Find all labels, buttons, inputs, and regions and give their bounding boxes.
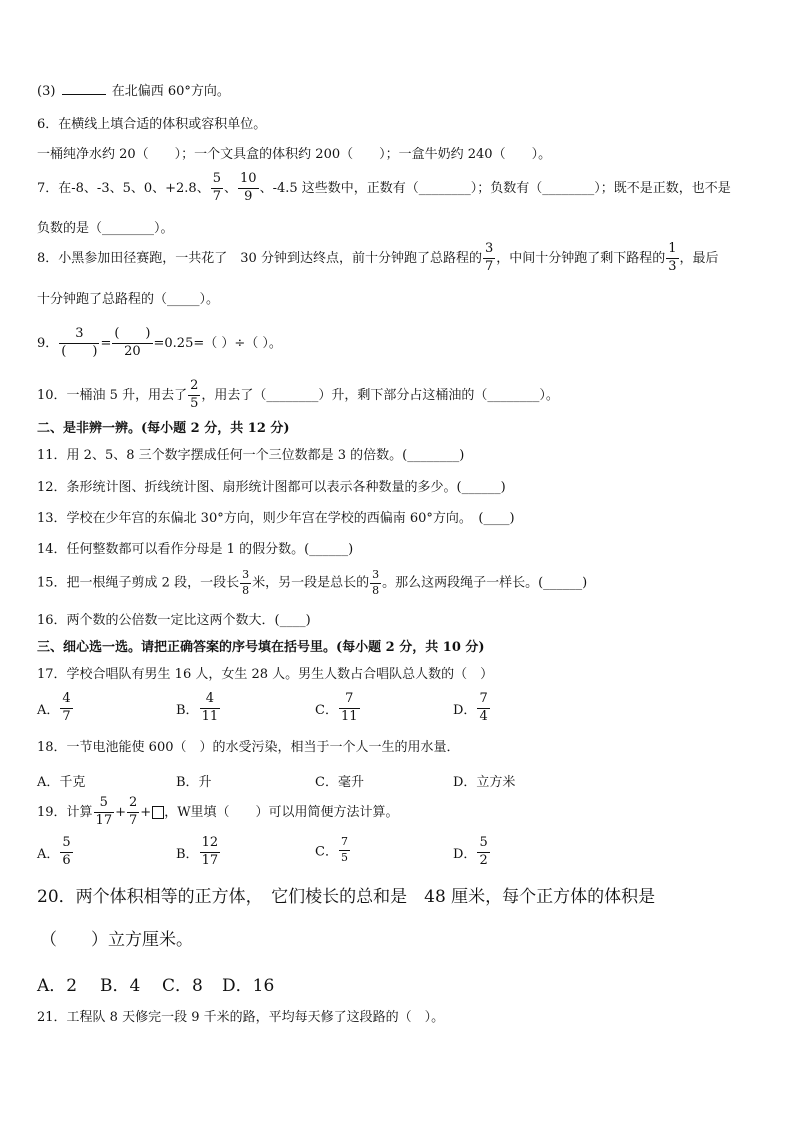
option-b[interactable]	[176, 836, 221, 869]
question-3	[37, 84, 230, 100]
question-16: 16．两个数的公倍数一定比这两个数大．(____)	[37, 613, 311, 628]
denominator: 11	[201, 708, 219, 724]
denominator: 17	[95, 812, 113, 828]
denominator: 7	[484, 258, 494, 274]
question-6-line: 一桶纯净水约 20（ ）；一个文具盒的体积约 200（ ）；一盒牛奶约 240（ ）。	[37, 147, 552, 162]
numerator: 4	[62, 691, 71, 706]
numerator: 4	[205, 691, 214, 706]
denominator: 7	[212, 188, 221, 204]
option-c[interactable]: C．8	[162, 976, 203, 996]
question-20-line1: 20．两个体积相等的正方体， 它们棱长的总和是 48 厘米，每个正方体的体积是	[37, 887, 656, 907]
option-label: A．	[37, 846, 60, 862]
numerator: 3	[242, 568, 250, 581]
question-10-suffix: ，用去了（________）升，剩下部分占这桶油的（________）。	[201, 387, 559, 403]
blank-square-icon	[152, 806, 164, 819]
denominator: 4	[479, 708, 488, 724]
denominator: 7	[62, 708, 71, 724]
question-9-suffix: =0.25=（ ）÷（ ）。	[153, 335, 282, 351]
numerator: 5	[62, 835, 71, 850]
question-11: 11．用 2、5、8 三个数字摆成任何一个三位数都是 3 的倍数。(________)	[37, 448, 465, 463]
fraction	[339, 692, 360, 725]
question-10	[37, 379, 559, 412]
fraction	[200, 692, 221, 725]
fraction	[240, 569, 251, 597]
fraction	[666, 242, 678, 275]
question-8-prefix: 8．小黑参加田径赛跑，一共花了 30 分钟到达终点，前十分钟跑了总路程的	[37, 250, 482, 266]
numerator: 3	[372, 568, 380, 581]
question-7-suffix: 、-4.5 这些数中，正数有（________）；负数有（________）；既不是正数，也不是	[259, 180, 731, 196]
numerator: 5	[212, 171, 221, 186]
question-3-label: (3)	[37, 84, 56, 99]
question-7	[37, 172, 731, 205]
question-17: 17．学校合唱队有男生 16 人，女生 28 人。男生人数占合唱队总人数的（ ）	[37, 667, 494, 682]
fraction	[60, 692, 72, 725]
numerator: 7	[345, 691, 354, 706]
option-label: B．	[176, 846, 199, 862]
denominator: 8	[242, 583, 250, 597]
fraction	[477, 692, 489, 725]
denominator: 5	[340, 850, 348, 864]
denominator: 11	[340, 708, 358, 724]
fraction	[370, 569, 381, 597]
fraction	[477, 836, 489, 869]
denominator: 7	[129, 812, 138, 828]
fraction	[59, 327, 99, 360]
option-d[interactable]: D．16	[222, 976, 275, 996]
denominator: 8	[372, 583, 380, 597]
question-19	[37, 796, 399, 829]
question-3-text: 在北偏西 60°方向。	[111, 84, 230, 99]
numerator: 3	[484, 241, 494, 256]
option-c[interactable]	[315, 836, 351, 864]
option-b[interactable]: B．升	[176, 775, 212, 790]
question-8-mid: ，中间十分钟跑了剩下路程的	[496, 250, 666, 266]
numerator: 2	[129, 795, 138, 810]
option-d[interactable]	[453, 836, 491, 869]
numerator: 12	[201, 835, 219, 850]
option-c[interactable]: C．毫升	[315, 775, 364, 790]
question-19-prefix: 19．计算	[37, 804, 93, 820]
fraction	[211, 172, 223, 205]
question-18: 18．一节电池能使 600（ ）的水受污染，相当于一个人一生的用水量．	[37, 740, 460, 755]
option-a[interactable]	[37, 836, 74, 869]
denominator: ( )	[61, 343, 98, 359]
numerator: 5	[99, 795, 108, 810]
fraction	[112, 327, 152, 360]
fraction	[200, 836, 221, 869]
numerator: 10	[240, 171, 257, 186]
question-6-title: 6．在横线上填合适的体积或容积单位。	[37, 117, 267, 132]
question-13: 13．学校在少年宫的东偏北 30°方向，则少年宫在学校的西偏南 60°方向。 (____)	[37, 511, 515, 526]
denominator: 17	[201, 852, 219, 868]
plus-sign: +	[140, 804, 152, 820]
option-label: C．	[315, 702, 338, 718]
denominator: 2	[479, 852, 488, 868]
question-20-line2: （ ）立方厘米。	[40, 930, 193, 950]
question-8-suffix: ，最后	[679, 250, 719, 266]
question-8-line2: 十分钟跑了总路程的（_____）。	[37, 292, 220, 307]
option-b[interactable]: B．4	[100, 976, 141, 996]
question-19-suffix: ，W里填（ ）可以用简便方法计算。	[164, 804, 399, 820]
question-15-prefix: 15．把一根绳子剪成 2 段，一段长	[37, 575, 240, 591]
question-14: 14．任何整数都可以看作分母是 1 的假分数。(______)	[37, 542, 354, 557]
denominator: 20	[112, 343, 152, 360]
option-label: D．	[453, 846, 477, 862]
option-label: B．	[176, 702, 199, 718]
question-9-prefix: 9．	[37, 335, 59, 351]
option-a[interactable]: A．千克	[37, 775, 86, 790]
plus-sign: +	[115, 804, 126, 820]
question-9	[37, 327, 282, 360]
fraction	[238, 172, 259, 205]
question-21: 21．工程队 8 天修完一段 9 千米的路，平均每天修了这段路的（ ）。	[37, 1010, 445, 1025]
fraction	[339, 836, 350, 864]
fraction	[127, 796, 139, 829]
question-15	[37, 569, 587, 597]
question-7-line2: 负数的是（________）。	[37, 221, 174, 236]
option-label: A．	[37, 702, 60, 718]
section-3-heading: 三、细心选一选。请把正确答案的序号填在括号里。(每小题 2 分，共 10 分)	[37, 640, 485, 655]
option-label: D．	[453, 702, 477, 718]
denominator: 6	[62, 852, 71, 868]
option-d[interactable]: D．立方米	[453, 775, 516, 790]
fraction	[483, 242, 495, 275]
numerator: 7	[340, 835, 348, 848]
equals-sign: =	[100, 335, 112, 351]
numerator: 7	[479, 691, 488, 706]
section-2-heading: 二、是非辨一辨。(每小题 2 分，共 12 分)	[37, 421, 290, 436]
numerator: 1	[668, 241, 677, 256]
option-c[interactable]	[315, 692, 361, 725]
option-label: C．	[315, 844, 338, 860]
numerator: ( )	[114, 326, 151, 341]
question-12: 12．条形统计图、折线统计图、扇形统计图都可以表示各种数量的多少。(______)	[37, 480, 506, 495]
denominator: 5	[190, 395, 199, 411]
fraction	[188, 379, 200, 412]
denominator: 9	[238, 188, 259, 205]
option-a[interactable]	[37, 692, 74, 725]
option-a[interactable]: A．2	[37, 976, 78, 996]
numerator: 2	[190, 378, 199, 393]
option-b[interactable]	[176, 692, 221, 725]
question-15-suffix: 。那么这两段绳子一样长。(______)	[382, 575, 588, 591]
fraction	[60, 836, 72, 869]
question-8	[37, 242, 719, 275]
option-d[interactable]	[453, 692, 491, 725]
fraction	[94, 796, 115, 829]
question-15-mid: 米，另一段是总长的	[252, 575, 370, 591]
denominator: 3	[668, 258, 677, 274]
question-7-prefix: 7．在-8、-3、5、0、+2.8、	[37, 180, 210, 196]
numerator: 3	[75, 326, 84, 341]
answer-blank[interactable]	[62, 93, 106, 95]
numerator: 5	[479, 835, 488, 850]
question-10-prefix: 10．一桶油 5 升，用去了	[37, 387, 188, 403]
separator: 、	[224, 180, 238, 196]
